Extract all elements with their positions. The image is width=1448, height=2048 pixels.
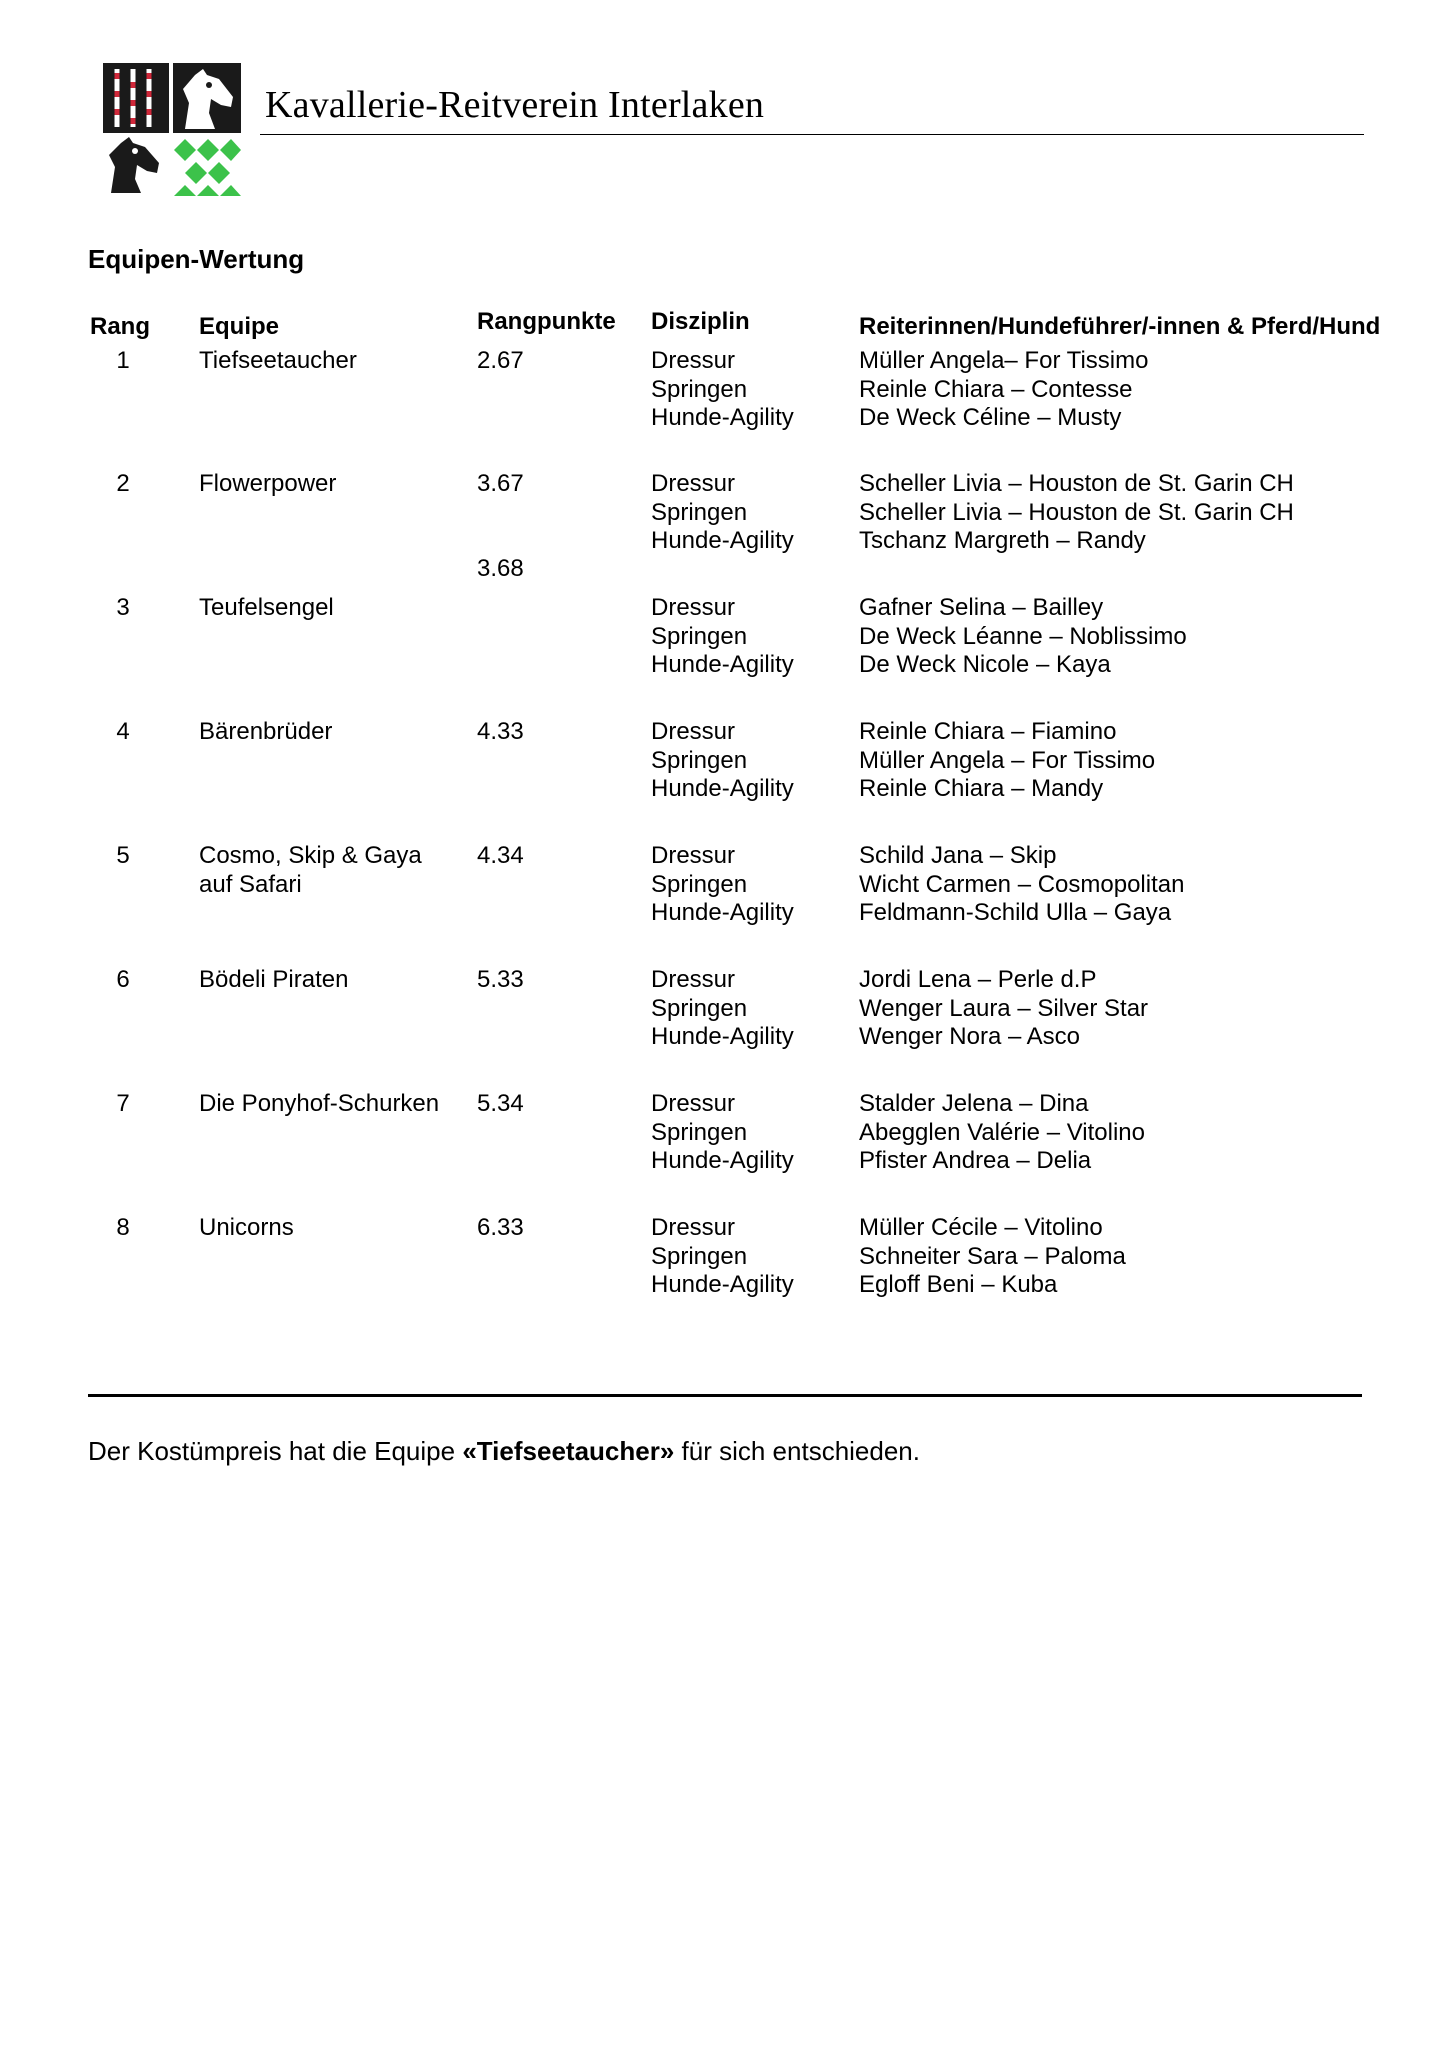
row-3-disziplin-1: Dressur xyxy=(651,594,736,621)
club-crest-icon xyxy=(103,63,241,198)
row-6-teilnehmer-2: Wenger Laura – Silver Star xyxy=(859,994,1149,1022)
row-5-teilnehmer-3: Feldmann-Schild Ulla – Gaya xyxy=(859,899,1172,926)
footer-text-before: Der Kostümpreis hat die Equipe xyxy=(88,1436,463,1466)
row-4-teilnehmer-3: Reinle Chiara – Mandy xyxy=(859,775,1104,802)
row-8-punkte: 6.33 xyxy=(477,1214,524,1241)
row-5-rang: 5 xyxy=(116,842,130,869)
row-3-rang: 3 xyxy=(116,594,130,621)
row-8-teilnehmer-3: Egloff Beni – Kuba xyxy=(859,1271,1058,1298)
row-8-teilnehmer-2: Schneiter Sara – Paloma xyxy=(859,1242,1126,1270)
row-5-teilnehmer-2: Wicht Carmen – Cosmopolitan xyxy=(859,870,1185,898)
footer-text-after: für sich entschieden. xyxy=(674,1436,920,1466)
row-7-disziplin-1: Dressur xyxy=(651,1090,736,1117)
org-name: Kavallerie-Reitverein Interlaken xyxy=(265,84,765,126)
row-4-teilnehmer-2: Müller Angela – For Tissimo xyxy=(859,746,1156,774)
footer-divider xyxy=(88,1394,1362,1397)
row-5-teilnehmer-1: Schild Jana – Skip xyxy=(859,842,1057,869)
row-3-teilnehmer-1: Gafner Selina – Bailley xyxy=(859,594,1104,621)
column-header-teilnehmer: Reiterinnen/Hundeführer/-innen & Pferd/Hund xyxy=(859,313,1381,340)
column-header-equipe: Equipe xyxy=(199,313,280,340)
row-6-disziplin-2: Springen xyxy=(651,994,748,1022)
row-1-teilnehmer-3: De Weck Céline – Musty xyxy=(859,404,1122,431)
row-2-disziplin-3: Hunde-Agility xyxy=(651,527,794,554)
row-2-teilnehmer-3: Tschanz Margreth – Randy xyxy=(859,527,1146,554)
row-6-rang: 6 xyxy=(116,966,130,993)
row-1-disziplin-1: Dressur xyxy=(651,347,736,374)
row-1-disziplin-3: Hunde-Agility xyxy=(651,404,794,431)
row-8-disziplin-2: Springen xyxy=(651,1242,748,1270)
row-3-punkte: 3.68 xyxy=(477,555,524,582)
row-5-punkte: 4.34 xyxy=(477,842,524,869)
row-4-rang: 4 xyxy=(116,718,130,745)
row-2-rang: 2 xyxy=(116,470,130,497)
row-7-rang: 7 xyxy=(116,1090,130,1117)
row-6-equipe: Bödeli Piraten xyxy=(199,966,349,993)
row-4-teilnehmer-1: Reinle Chiara – Fiamino xyxy=(859,718,1117,745)
row-3-equipe: Teufelsengel xyxy=(199,594,334,621)
row-7-disziplin-2: Springen xyxy=(651,1118,748,1146)
row-1-teilnehmer-1: Müller Angela– For Tissimo xyxy=(859,347,1149,374)
row-2-punkte: 3.67 xyxy=(477,470,524,497)
row-8-teilnehmer-1: Müller Cécile – Vitolino xyxy=(859,1214,1103,1241)
row-7-teilnehmer-3: Pfister Andrea – Delia xyxy=(859,1147,1092,1174)
row-1-rang: 1 xyxy=(116,347,130,374)
row-1-disziplin-2: Springen xyxy=(651,375,748,403)
row-6-disziplin-1: Dressur xyxy=(651,966,736,993)
row-3-disziplin-2: Springen xyxy=(651,622,748,650)
row-6-teilnehmer-1: Jordi Lena – Perle d.P xyxy=(859,966,1097,993)
row-2-teilnehmer-2: Scheller Livia – Houston de St. Garin CH xyxy=(859,498,1294,526)
row-4-equipe: Bärenbrüder xyxy=(199,718,333,745)
row-2-teilnehmer-1: Scheller Livia – Houston de St. Garin CH xyxy=(859,470,1294,497)
row-5-equipe-line-2: auf Safari xyxy=(199,870,302,898)
row-5-disziplin-1: Dressur xyxy=(651,842,736,869)
row-4-disziplin-1: Dressur xyxy=(651,718,736,745)
row-8-rang: 8 xyxy=(116,1214,130,1241)
row-6-punkte: 5.33 xyxy=(477,966,524,993)
row-1-equipe: Tiefseetaucher xyxy=(199,347,357,374)
row-7-punkte: 5.34 xyxy=(477,1090,524,1117)
row-7-equipe: Die Ponyhof-Schurken xyxy=(199,1090,440,1117)
row-4-disziplin-2: Springen xyxy=(651,746,748,774)
column-header-disziplin: Disziplin xyxy=(651,308,750,335)
header-divider xyxy=(260,134,1364,135)
row-3-teilnehmer-3: De Weck Nicole – Kaya xyxy=(859,651,1111,678)
row-3-disziplin-3: Hunde-Agility xyxy=(651,651,794,678)
row-7-disziplin-3: Hunde-Agility xyxy=(651,1147,794,1174)
row-7-teilnehmer-1: Stalder Jelena – Dina xyxy=(859,1090,1089,1117)
row-1-teilnehmer-2: Reinle Chiara – Contesse xyxy=(859,375,1133,403)
row-5-disziplin-3: Hunde-Agility xyxy=(651,899,794,926)
column-header-rangpunkte: Rangpunkte xyxy=(477,308,616,335)
row-6-teilnehmer-3: Wenger Nora – Asco xyxy=(859,1023,1081,1050)
row-3-teilnehmer-2: De Weck Léanne – Noblissimo xyxy=(859,622,1187,650)
row-5-equipe-line-1: Cosmo, Skip & Gaya xyxy=(199,842,422,869)
row-8-equipe: Unicorns xyxy=(199,1214,294,1241)
row-8-disziplin-3: Hunde-Agility xyxy=(651,1271,794,1298)
row-6-disziplin-3: Hunde-Agility xyxy=(651,1023,794,1050)
row-4-punkte: 4.33 xyxy=(477,718,524,745)
row-2-disziplin-2: Springen xyxy=(651,498,748,526)
row-4-disziplin-3: Hunde-Agility xyxy=(651,775,794,802)
row-1-punkte: 2.67 xyxy=(477,347,524,374)
footer-note xyxy=(88,1436,920,1467)
row-5-disziplin-2: Springen xyxy=(651,870,748,898)
row-2-disziplin-1: Dressur xyxy=(651,470,736,497)
row-8-disziplin-1: Dressur xyxy=(651,1214,736,1241)
column-header-rang: Rang xyxy=(90,313,150,340)
row-7-teilnehmer-2: Abegglen Valérie – Vitolino xyxy=(859,1118,1145,1146)
section-title: Equipen-Wertung xyxy=(88,244,305,274)
footer-highlight: «Tiefseetaucher» xyxy=(462,1436,675,1466)
row-2-equipe: Flowerpower xyxy=(199,470,337,497)
